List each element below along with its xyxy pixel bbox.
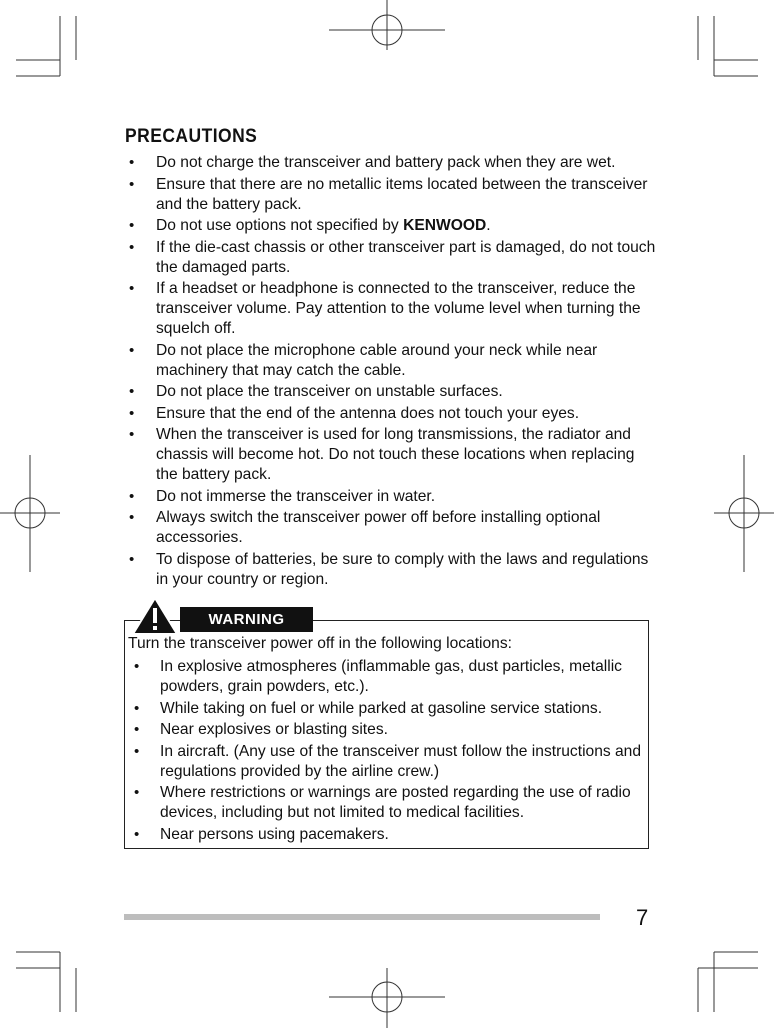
brand-name: KENWOOD (403, 217, 487, 234)
list-item: • Always switch the transceiver power off before installing optional accessories. (124, 508, 659, 548)
list-item: • If the die-cast chassis or other transceiver part is damaged, do not touch the damaged parts. (124, 238, 659, 278)
list-item: • Near explosives or blasting sites. (128, 720, 648, 740)
list-item: • In explosive atmospheres (inflammable gas, dust particles, metallic powders, grain powders, etc.). (128, 657, 648, 697)
section-title: PRECAUTIONS (125, 126, 258, 147)
list-item: • To dispose of batteries, be sure to comply with the laws and regulations in your country or region. (124, 550, 659, 590)
list-item: • When the transceiver is used for long transmissions, the radiator and chassis will become hot. Do not touch these locations when replacing the battery pack. (124, 425, 659, 485)
list-item: • Ensure that there are no metallic items located between the transceiver and the battery pack. (124, 175, 659, 215)
list-item: • Do not charge the transceiver and battery pack when they are wet. (124, 153, 659, 173)
list-item: • Do not place the transceiver on unstable surfaces. (124, 382, 659, 402)
list-item: • Ensure that the end of the antenna does not touch your eyes. (124, 404, 659, 424)
warning-label: WARNING (180, 607, 313, 632)
footer-rule (124, 914, 600, 920)
list-item: • Where restrictions or warnings are posted regarding the use of radio devices, including but not limited to medical facilities. (128, 783, 648, 823)
list-item: • Do not immerse the transceiver in water. (124, 487, 659, 507)
list-item: • In aircraft. (Any use of the transceiver must follow the instructions and regulations provided by the airline crew.) (128, 742, 648, 782)
page-number: 7 (636, 905, 649, 930)
list-item: • While taking on fuel or while parked at gasoline service stations. (128, 699, 648, 719)
list-item: • Do not place the microphone cable around your neck while near machinery that may catch the cable. (124, 341, 659, 381)
warning-triangle-icon (131, 596, 179, 636)
precautions-list (124, 153, 659, 591)
warning-intro: Turn the transceiver power off in the following locations: (128, 635, 512, 652)
warning-list (128, 657, 648, 846)
list-item: • Near persons using pacemakers. (128, 825, 648, 845)
list-item: • If a headset or headphone is connected to the transceiver, reduce the transceiver volume. Pay attention to the volume level when turning the squelch off. (124, 279, 659, 339)
list-item: • Do not use options not specified by KENWOOD. (124, 216, 659, 236)
